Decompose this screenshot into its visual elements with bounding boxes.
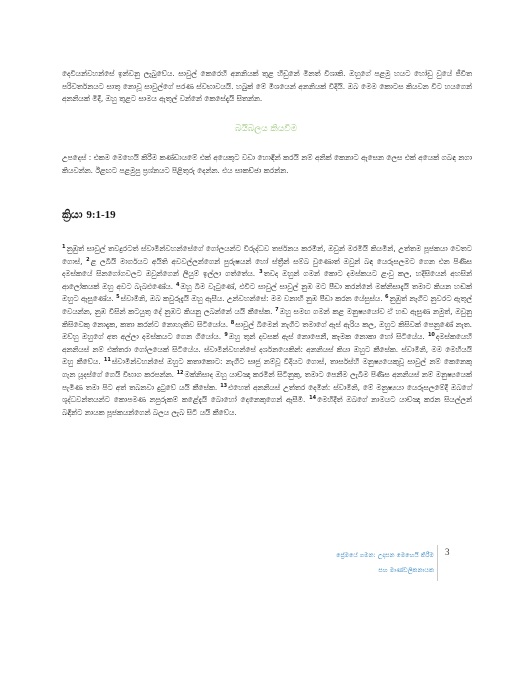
verse-text: තවද ඔහුන් ගමන් කොට දමස්කයට ළංවු කල, හදිසියෙන් අහසින් ආලෝකයක් ඔහු අවට බැබළුණේය.	[62, 269, 472, 291]
verse-text: නුඹුත් සාවුල් තවදුරටත් ස්වාමීන්වහන්සේගේ ගෝලයන්ට විරුද්ධව තර්ජනය කරමින්, ඔවුන් මරමියි කියමින්, උත්තම පූජකයා වෙතට ගොස්,	[62, 244, 472, 266]
verse-text: දමස්කයෙහි අනනියස් නම් එක්තරා ගෝලයෙක් සිටියේය. ස්වාමීන්වහන්සේ දර්ශනයෙකින්: අනනියස් කියා ඔහුට කීසේක. ස්වාමීනි, මම මෙහියයි ඔහු කීවේය.	[62, 332, 472, 367]
verse-text: ඔහු සමඟ ගමන් කළ මනුෂ්‍යයෝව ඒ හඬ ඇසුණ නමුත්, ඔවුනු කිසිවෙකු නොදැක, කතා කරන්ට නොහැකිව සිටියෝය.	[62, 306, 472, 329]
verse-number: 2	[86, 256, 90, 263]
footer-divider	[437, 545, 438, 581]
intro-paragraph: දෙවියන්වහන්සේ ඉන්වනු ලැබුවේය. සාවුල් කෙරෙහි අනනියක් තුළ හිඩුනේ මිනත් විශාකි. ඔහුගේ පළමු හයට හෝඩු වුයේ ජීවිත පරිවර්තනයට සාතු නොවූ සාවුල්ගේ පරණ ස්වභාවයයි. හබුක් මේ මිශයෙන් අනනියක් විදියි. ඔබ මෙම කොටස කියවන විට හයගෙන් අනනියක් මිදී, ඔහු තුළට සාමය ඇතුල් වන්නේ කෙසේදැයි සිතන්න.	[62, 69, 472, 103]
verse-text: එහෙත් අනනියස් උත්තර දෙමින්: ස්වාමීනි, මේ මනුෂ්‍යයා යෙරුසලමේදී ඔබගේ ශුද්ධවන්තයන්ට කොපමණ නපුරුකම් කළේදැයි බොහෝ දෙනෙකුගෙන් ඇසීමි.	[62, 382, 472, 405]
verse-text: මක්නිසාද ඔහු යාච්ඤා කරමින් සිටීනුකු, තමාට පෙනීම ලැබීම පිණිස අනනියස් නම් මනුෂ්‍යයෙක් පැමිණ තමා පිට අත් තබනවා දුටුවේ යයි කීසේක.	[62, 369, 472, 392]
verse-number: 4	[175, 281, 180, 288]
verse-text: ඔහු බිම වැටුණේ, එවිට සාවුල් සාවුල් නුඹ මට පීඩා කරන්නේ මක්නිසාදැයි තමාට කියන හඬක් ඔහුට ඇසුණේය.	[62, 281, 472, 304]
verse-text: මෙහිදීත් ඔබගේ නාමයට යාච්ඤා කරන සියල්ලන් බඳින්ට නායක පූජකයන්ගෙන් බලය ලැබ සිටී යයි කීවේය.	[62, 395, 472, 417]
section-heading: බයිබලය කියවීම	[234, 124, 298, 134]
verse-text: සාවුල් බිමෙන් නැගිට තමාගේ ඇස් ඇරිය කල, ඔහුට කිසිවක් පෙනුණේ නැත. ඔව්හු ඔහුගේ අත අල්ලා දමස්කයට ගෙන ගියෝය.	[62, 319, 473, 342]
verse	[224, 332, 428, 341]
verse-text: නුඹුත් නැගිට නුවරට ඇතුල් වෙයන්න, නුඹ විසින් කටයුතු දේ නුඹට කියනු ලබන්නේ යයි කීසේක.	[62, 294, 472, 316]
verse-number: 8	[230, 319, 235, 326]
verse-text: ස්වාමීන්වහන්සේ ඔහුට කතාකොට: නැගිට සෘජු නම්වූ වීදියට ගොස්, තාර්සස්හි මනුෂ්‍යයෙකුවූ සාවුල් නම් කෙනෙකු ගැන යූදස්ගේ ගෙයි විභාග කරපන්න.	[62, 357, 472, 379]
scripture-passage	[62, 243, 472, 419]
verse	[116, 294, 385, 303]
verse-number: 3	[259, 269, 263, 276]
scripture-book: ක්‍රියා	[62, 208, 83, 221]
verse-number: 1	[62, 244, 66, 250]
scripture-reference	[62, 208, 116, 222]
verse-number: 7	[275, 306, 279, 313]
verse-number: 9	[224, 332, 228, 339]
footer-title: ප්‍රේමයේ ගමන: උදාසන මෙහෙයි කිරීම	[336, 552, 434, 559]
footer-subtitle: සහ මාණ්ඩලිකනායක	[378, 567, 434, 574]
footer	[336, 548, 434, 578]
instruction-paragraph: උපදෙස් : එකම මෙහෙයි කිරීම කණ්ඩායමේ එක් අයෙකුට වඩා හොඳින් කරයි නම් අනික් කෙනාට ඇසෙන ලෙස එක් අයෙක් ගබඳ නගා කියවන්න. ඊළඟට පළමුපු ප්‍රශ්නයට පිළිතුරු දෙන්න. එය සාකච්ඡා කරන්න.	[62, 153, 472, 175]
verse-number: 12	[176, 369, 184, 376]
page-number: 3	[445, 547, 450, 557]
verse-text: ස්වාමීනි, ඔබ කවුරුදැයි ඔහු ඇසීය. උන්වහන්සේ: මම වනාහි නුඹ පීඩා කරන යේසුස්ය.	[120, 294, 383, 304]
verse-number: 5	[116, 294, 120, 301]
verse-number: 10	[427, 332, 435, 339]
verse-text: ඔහු තුන් දවසක් ඇස් නොපෙනී, කෑමක නොකා හෝ සිටියේය.	[228, 332, 425, 342]
verse-number: 13	[220, 382, 228, 389]
verse-number: 14	[309, 395, 317, 402]
scripture-chapter-verses: 9:1-19	[86, 209, 116, 221]
verse-text: ළ ලබීයි මාර්ගයට අයිති අවවල්ලන්ගෙන් පුරුෂයන් හෝ ස්ත්‍රීන් සම්බ වුණොත් ඔවුන් බඳ යෙරුසලමට ගෙන එන පිණිස දමස්කයේ සිනගෝගවලට ඔවුන්ගෙන් ලියුම් ඉල්ලා ගත්තේය.	[62, 256, 472, 279]
verse-number: 11	[103, 357, 111, 364]
verse-number: 6	[385, 294, 389, 301]
